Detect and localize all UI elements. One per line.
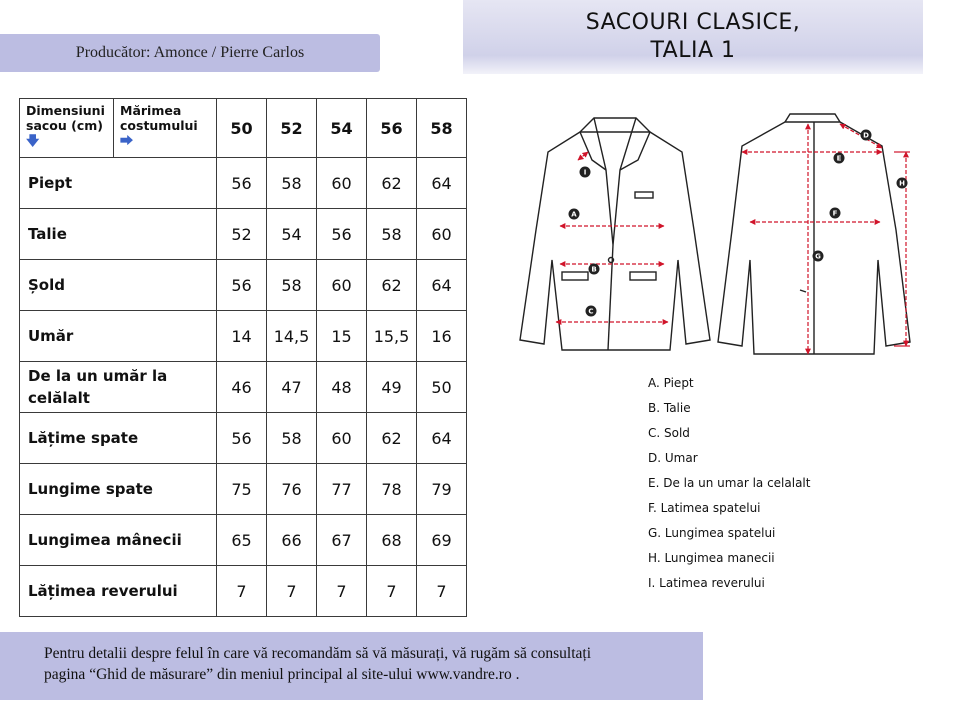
measurement-legend [648, 374, 810, 599]
cell: 7 [317, 566, 367, 617]
marker-c [586, 306, 597, 317]
title-line-2: TALIA 1 [650, 38, 736, 63]
header-size: Mărimea costumului ⮕ [120, 103, 198, 149]
cell: 60 [417, 209, 467, 260]
cell: 62 [367, 413, 417, 464]
cell: 52 [217, 209, 267, 260]
cell: 58 [267, 413, 317, 464]
table-header-corner [20, 99, 217, 158]
row-label: De la un umăr la celălalt [20, 362, 217, 413]
marker-f [830, 208, 841, 219]
legend-item: G. Lungimea spatelui [648, 526, 776, 540]
cell: 64 [417, 413, 467, 464]
cell: 7 [367, 566, 417, 617]
cell: 47 [267, 362, 317, 413]
cell: 56 [217, 158, 267, 209]
table-row [20, 209, 467, 260]
jacket-back-drawing [718, 114, 910, 354]
size-header: 52 [267, 99, 317, 158]
cell: 67 [317, 515, 367, 566]
cell: 76 [267, 464, 317, 515]
size-header: 56 [367, 99, 417, 158]
arrow-right-icon: ⮕ [120, 134, 134, 149]
cell: 7 [267, 566, 317, 617]
marker-a [569, 209, 580, 220]
cell: 14 [217, 311, 267, 362]
svg-text:F: F [832, 209, 838, 218]
row-label: Umăr [20, 311, 217, 362]
table-row [20, 566, 467, 617]
cell: 64 [417, 260, 467, 311]
svg-text:E: E [836, 154, 842, 163]
size-header: 54 [317, 99, 367, 158]
cell: 62 [367, 260, 417, 311]
producer-banner [0, 34, 380, 72]
cell: 65 [217, 515, 267, 566]
legend-item: F. Latimea spatelui [648, 501, 761, 515]
svg-text:B: B [591, 265, 597, 274]
table-row [20, 515, 467, 566]
cell: 54 [267, 209, 317, 260]
cell: 58 [267, 260, 317, 311]
cell: 60 [317, 158, 367, 209]
cell: 7 [217, 566, 267, 617]
cell: 60 [317, 413, 367, 464]
cell: 16 [417, 311, 467, 362]
jacket-diagram [510, 110, 930, 370]
cell: 56 [317, 209, 367, 260]
svg-text:C: C [588, 307, 594, 316]
table-row [20, 158, 467, 209]
cell: 49 [367, 362, 417, 413]
cell: 48 [317, 362, 367, 413]
cell: 46 [217, 362, 267, 413]
cell: 62 [367, 158, 417, 209]
size-header: 50 [217, 99, 267, 158]
legend-item: A. Piept [648, 376, 694, 390]
legend-item: H. Lungimea manecii [648, 551, 775, 565]
row-label: Lungime spate [20, 464, 217, 515]
footer-line-1: Pentru detalii despre felul în care vă recomandăm să vă măsurați, vă rugăm să consultați [44, 645, 592, 662]
legend-item: I. Latimea reverului [648, 576, 765, 590]
footer-note [0, 632, 703, 700]
row-label: Lungimea mânecii [20, 515, 217, 566]
svg-text:G: G [815, 252, 821, 261]
cell: 15 [317, 311, 367, 362]
header-dimensions: Dimensiuni sacou (cm) 🡇 [20, 99, 114, 157]
footer-line-2: pagina “Ghid de măsurare” din meniul principal al site-ului www.vandre.ro . [44, 666, 520, 683]
title-line-1: SACOURI CLASICE, [585, 10, 801, 35]
cell: 7 [417, 566, 467, 617]
size-header: 58 [417, 99, 467, 158]
producer-text: Producător: Amonce / Pierre Carlos [75, 44, 305, 61]
table-row [20, 413, 467, 464]
cell: 56 [217, 413, 267, 464]
row-label: Șold [20, 260, 217, 311]
table-header-row [20, 99, 467, 158]
legend-item: E. De la un umar la celalalt [648, 476, 811, 490]
cell: 69 [417, 515, 467, 566]
svg-text:D: D [863, 131, 869, 140]
cell: 66 [267, 515, 317, 566]
marker-g [813, 251, 824, 262]
cell: 64 [417, 158, 467, 209]
row-label: Lățimea reverului [20, 566, 217, 617]
cell: 56 [217, 260, 267, 311]
marker-b [589, 264, 600, 275]
table-row [20, 311, 467, 362]
size-table [19, 98, 467, 617]
cell: 79 [417, 464, 467, 515]
svg-text:A: A [571, 210, 577, 219]
marker-h [897, 178, 908, 189]
cell: 58 [267, 158, 317, 209]
cell: 75 [217, 464, 267, 515]
cell: 78 [367, 464, 417, 515]
table-row [20, 362, 467, 413]
table-row [20, 260, 467, 311]
cell: 14,5 [267, 311, 317, 362]
legend-item: D. Umar [648, 451, 698, 465]
cell: 50 [417, 362, 467, 413]
svg-text:I: I [583, 168, 587, 177]
marker-e [834, 153, 845, 164]
jacket-front-drawing [520, 118, 710, 350]
table-row [20, 464, 467, 515]
cell: 60 [317, 260, 367, 311]
arrow-down-icon: 🡇 [26, 134, 40, 149]
cell: 77 [317, 464, 367, 515]
cell: 58 [367, 209, 417, 260]
legend-item: C. Sold [648, 426, 690, 440]
marker-d [861, 130, 872, 141]
legend-item: B. Talie [648, 401, 691, 415]
cell: 68 [367, 515, 417, 566]
cell: 15,5 [367, 311, 417, 362]
row-label: Lățime spate [20, 413, 217, 464]
title-banner [463, 0, 923, 74]
marker-i [580, 167, 591, 178]
row-label: Talie [20, 209, 217, 260]
measurement-markers [569, 130, 908, 317]
row-label: Piept [20, 158, 217, 209]
svg-text:H: H [899, 179, 905, 188]
